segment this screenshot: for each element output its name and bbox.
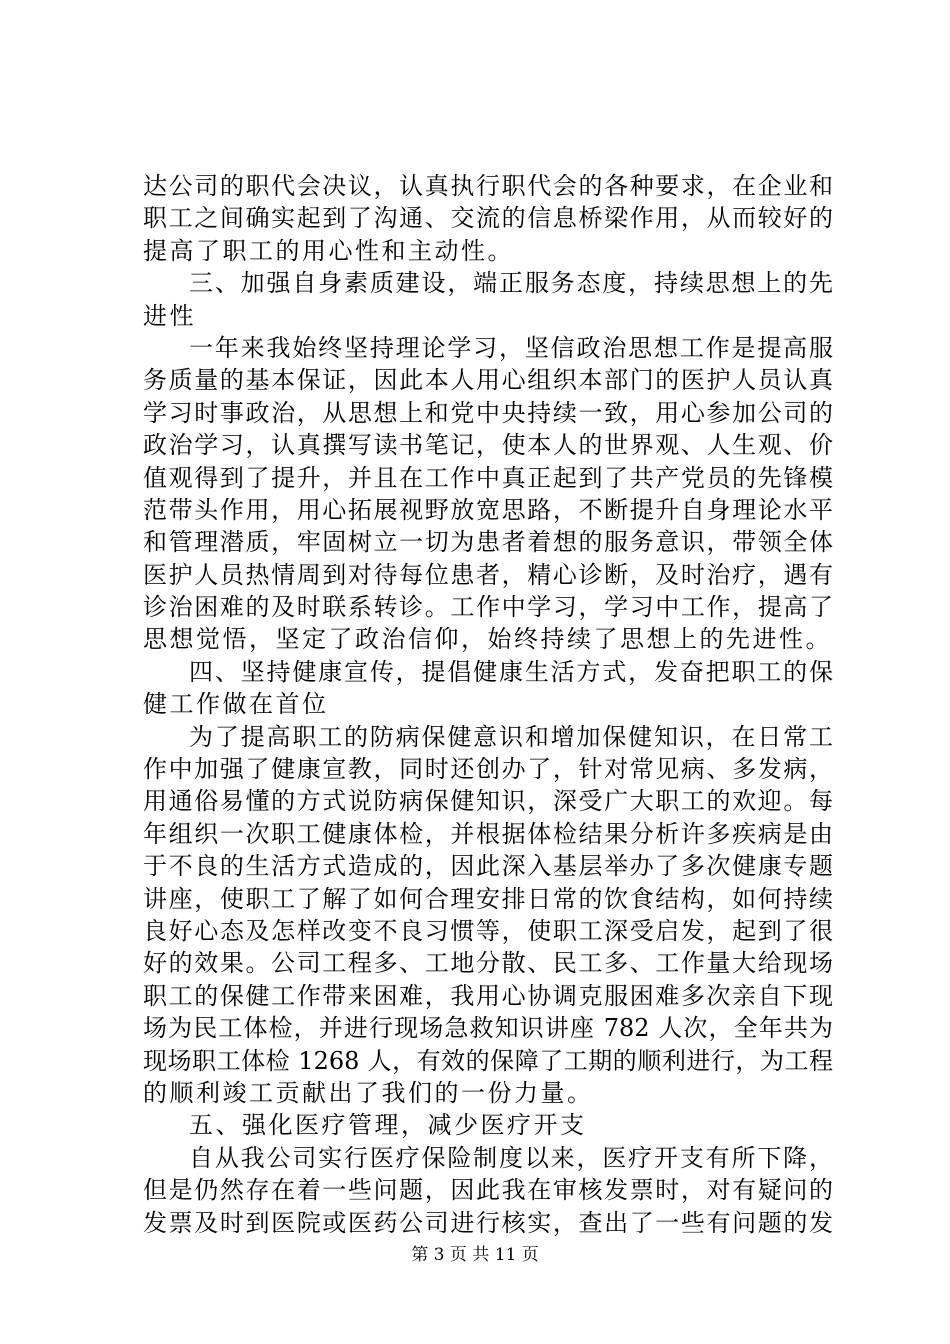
text-line: 但是仍然存在着一些问题，因此我在审核发票时，对有疑问的 (143, 1176, 833, 1205)
text-line: 好的效果。公司工程多、工地分散、民工多、工作量大给现场 (143, 949, 833, 978)
text-line: 的顺利竣工贡献出了我们的一份力量。 (143, 1078, 594, 1107)
text-line: 和管理潜质，牢固树立一切为患者着想的服务意识，带领全体 (143, 528, 833, 557)
text-line: 医护人员热情周到对待每位患者，精心诊断，及时治疗，遇有 (143, 560, 833, 589)
document-body (143, 170, 833, 1239)
text-line: 为了提高职工的防病保健意识和增加保健知识，在日常工 (189, 722, 833, 751)
text-line: 健工作做在首位 (143, 690, 329, 719)
text-line: 值观得到了提升，并且在工作中真正起到了共产党员的先锋模 (143, 463, 833, 492)
text-line: 四、坚持健康宣传，提倡健康生活方式，发奋把职工的保 (189, 657, 833, 686)
text-line: 达公司的职代会决议，认真执行职代会的各种要求，在企业和 (143, 172, 833, 200)
text-line: 发票及时到医院或医药公司进行核实，查出了一些有问题的发 (143, 1208, 833, 1237)
text-line: 五、强化医疗管理，减少医疗开支 (189, 1111, 587, 1140)
text-line: 自从我公司实行医疗保险制度以来，医疗开支有所下降， (189, 1143, 833, 1172)
text-line: 场为民工体检，并进行现场急救知识讲座 782 人次，全年共为 (143, 1014, 833, 1043)
text-line: 用通俗易懂的方式说防病保健知识，深受广大职工的欢迎。每 (143, 787, 833, 816)
text-line: 政治学习，认真撰写读书笔记，使本人的世界观、人生观、价 (143, 431, 833, 460)
text-line: 一年来我始终坚持理论学习，坚信政治思想工作是提高服 (189, 333, 833, 362)
text-line: 思想觉悟，坚定了政治信仰，始终持续了思想上的先进性。 (143, 625, 832, 654)
text-line: 讲座，使职工了解了如何合理安排日常的饮食结构，如何持续 (143, 884, 833, 913)
text-line: 职工之间确实起到了沟通、交流的信息桥梁作用，从而较好的 (143, 204, 833, 233)
text-line: 良好心态及怎样改变不良习惯等，使职工深受启发，起到了很 (143, 916, 833, 945)
text-line: 学习时事政治，从思想上和党中央持续一致，用心参加公司的 (143, 398, 833, 427)
text-line: 诊治困难的及时联系转诊。工作中学习，学习中工作，提高了 (143, 593, 833, 622)
text-line: 范带头作用，用心拓展视野放宽思路，不断提升自身理论水平 (143, 495, 833, 524)
text-line: 现场职工体检 1268 人，有效的保障了工期的顺利进行，为工程 (143, 1046, 833, 1075)
text-line: 提高了职工的用心性和主动性。 (143, 236, 514, 265)
text-line: 务质量的基本保证，因此本人用心组织本部门的医护人员认真 (143, 366, 833, 395)
page-footer: 第 3 页 共 11 页 (411, 1245, 539, 1265)
text-line: 作中加强了健康宣教，同时还创办了，针对常见病、多发病， (143, 755, 833, 784)
text-line: 三、加强自身素质建设，端正服务态度，持续思想上的先 (189, 269, 833, 298)
text-line: 进性 (143, 301, 196, 330)
text-line: 职工的保健工作带来困难，我用心协调克服困难多次亲自下现 (143, 981, 833, 1010)
text-line: 于不良的生活方式造成的，因此深入基层举办了多次健康专题 (143, 852, 833, 881)
text-line: 年组织一次职工健康体检，并根据体检结果分析许多疾病是由 (143, 819, 833, 848)
